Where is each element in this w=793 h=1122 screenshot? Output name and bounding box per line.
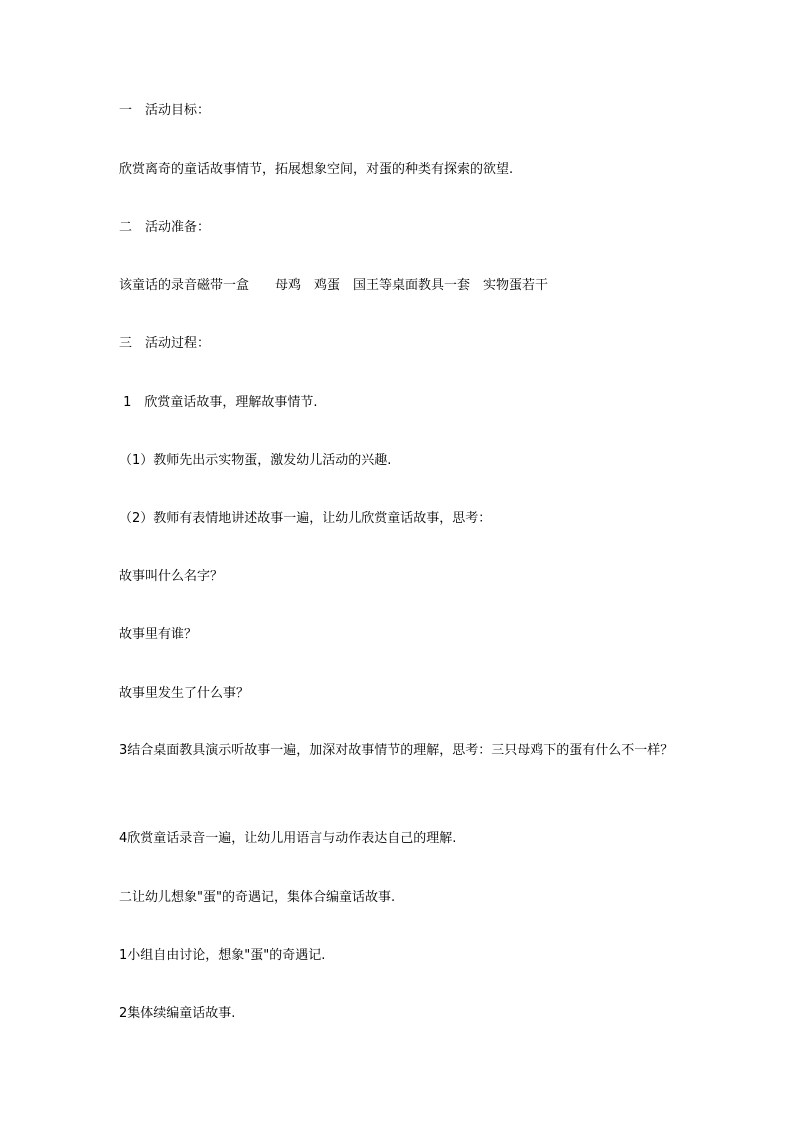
step-1-sub-1: （1）教师先出示实物蛋，激发幼儿活动的兴趣. [119, 453, 392, 468]
story-step-2: 2集体续编童话故事. [119, 1006, 236, 1021]
step-1-heading: 1 欣赏童话故事，理解故事情节. [119, 395, 318, 410]
step-4-text: 4欣赏童话录音一遍，让幼儿用语言与动作表达自己的理解. [119, 831, 457, 846]
question-1: 故事叫什么名字？ [119, 569, 224, 584]
section-heading-story: 二让幼儿想象"蛋"的奇遇记，集体合编童话故事. [119, 890, 396, 905]
section-heading-process: 三 活动过程： [119, 336, 211, 351]
section-heading-goals: 一 活动目标： [119, 103, 211, 118]
paragraph-materials: 该童话的录音磁带一盒 母鸡 鸡蛋 国王等桌面教具一套 实物蛋若干 [119, 278, 549, 293]
paragraph-goal-text: 欣赏离奇的童话故事情节，拓展想象空间，对蛋的种类有探索的欲望. [119, 162, 514, 177]
story-step-1: 1小组自由讨论，想象"蛋"的奇遇记. [119, 948, 326, 963]
question-2: 故事里有谁？ [119, 627, 198, 642]
question-3: 故事里发生了什么事？ [119, 686, 250, 701]
step-1-sub-2: （2）教师有表情地讲述故事一遍，让幼儿欣赏童话故事，思考： [119, 511, 492, 526]
section-heading-preparation: 二 活动准备： [119, 220, 211, 235]
step-3-text: 3结合桌面教具演示听故事一遍，加深对故事情节的理解，思考：三只母鸡下的蛋有什么不一样？ [119, 743, 674, 758]
